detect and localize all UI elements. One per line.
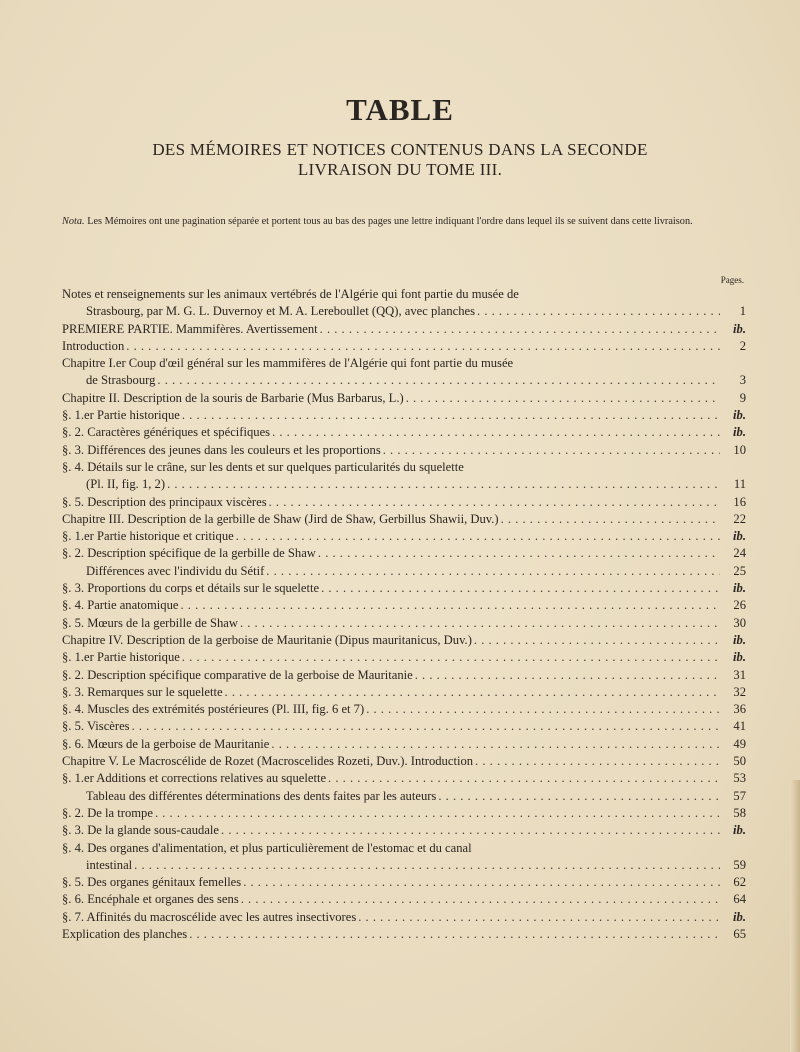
toc-page: ib. bbox=[733, 425, 746, 440]
toc-entry: Chapitre IV. Description de la gerboise de Mauritanie (Dipus mauritanicus, Duv.) . . . ib. bbox=[62, 632, 746, 649]
toc-entry: Chapitre I.er Coup d'œil général sur les mammifères de l'Algérie qui font partie du musée bbox=[62, 356, 514, 371]
toc-entry: §. 3. Remarques sur le squelette . . . 32 bbox=[62, 684, 746, 701]
toc-page: ib. bbox=[733, 650, 746, 665]
toc-page: 57 bbox=[733, 788, 746, 803]
toc-page: 3 bbox=[739, 373, 746, 388]
toc-page: 58 bbox=[733, 805, 746, 820]
toc-entry: Chapitre III. Description de la gerbille de Shaw (Jird de Shaw, Gerbillus Shawii, Duv.) . . . 22 bbox=[62, 511, 746, 528]
toc-entry: §. 6. Encéphale et organes des sens . . . 64 bbox=[62, 891, 746, 908]
toc-page: ib. bbox=[733, 321, 746, 336]
toc-entry: §. 1.er Additions et corrections relatives au squelette . . . 53 bbox=[62, 770, 746, 787]
toc-page: 11 bbox=[733, 477, 746, 492]
toc-entry: §. 7. Affinités du macroscélide avec les autres insectivores . . . ib. bbox=[62, 909, 746, 926]
toc-entry: Différences avec l'individu du Sétif . . . 25 bbox=[62, 563, 746, 580]
toc-page: 25 bbox=[733, 563, 746, 578]
toc-page: 1 bbox=[739, 304, 746, 319]
toc-entry: Chapitre II. Description de la souris de Barbarie (Mus Barbarus, L.) . . . 9 bbox=[62, 390, 746, 407]
toc-page: 24 bbox=[733, 546, 746, 561]
toc-page: 32 bbox=[733, 684, 746, 699]
toc-page: ib. bbox=[733, 408, 746, 423]
page-subtitle bbox=[0, 140, 800, 180]
toc-entry: §. 3. Proportions du corps et détails sur le squelette . . . ib. bbox=[62, 580, 746, 597]
toc-page: 22 bbox=[733, 511, 746, 526]
toc-entry: §. 4. Muscles des extrémités postérieures (Pl. III, fig. 6 et 7) . . . 36 bbox=[62, 701, 746, 718]
toc-entry: §. 5. Description des principaux viscères . . . 16 bbox=[62, 494, 746, 511]
toc-page: ib. bbox=[733, 823, 746, 838]
toc-page: 62 bbox=[733, 875, 746, 890]
toc-page: ib. bbox=[733, 529, 746, 544]
toc-entry: §. 1.er Partie historique . . . ib. bbox=[62, 407, 746, 424]
toc-entry: §. 3. De la glande sous-caudale . . . ib. bbox=[62, 822, 746, 839]
toc-entry: de Strasbourg . . . 3 bbox=[62, 372, 746, 389]
toc-entry: §. 2. Description spécifique de la gerbille de Shaw . . . 24 bbox=[62, 545, 746, 562]
toc-page: 64 bbox=[733, 892, 746, 907]
table-of-contents bbox=[62, 286, 746, 943]
toc-entry: Tableau des différentes déterminations des dents faites par les auteurs . . . 57 bbox=[62, 788, 746, 805]
nota-label: Nota. bbox=[62, 216, 85, 227]
toc-page: 10 bbox=[733, 442, 746, 457]
toc-entry: intestinal . . . 59 bbox=[62, 857, 746, 874]
toc-entry: (Pl. II, fig. 1, 2) . . . 11 bbox=[62, 476, 746, 493]
toc-page: 53 bbox=[733, 771, 746, 786]
toc-page: ib. bbox=[733, 632, 746, 647]
toc-entry: §. 4. Des organes d'alimentation, et plus particulièrement de l'estomac et du canal bbox=[62, 840, 472, 855]
toc-entry: Strasbourg, par M. G. L. Duvernoy et M. A. Lereboullet (QQ), avec planches . . . 1 bbox=[62, 303, 746, 320]
pages-column-header: Pages. bbox=[720, 275, 744, 285]
toc-entry: Explication des planches . . . 65 bbox=[62, 926, 746, 943]
toc-entry: §. 4. Détails sur le crâne, sur les dents et sur quelques particularités du squelette bbox=[62, 459, 464, 474]
toc-page: 2 bbox=[739, 338, 746, 353]
toc-entry: PREMIERE PARTIE. Mammifères. Avertissement . . . ib. bbox=[62, 321, 746, 338]
toc-page: 50 bbox=[733, 754, 746, 769]
toc-entry: §. 2. Caractères génériques et spécifiques . . . ib. bbox=[62, 424, 746, 441]
nota-text: Les Mémoires ont une pagination séparée et portent tous au bas des pages une lettre indiquant l'ordre dans lequel ils se suivent dans cette livraison. bbox=[87, 216, 693, 227]
toc-entry: Chapitre V. Le Macroscélide de Rozet (Macroscelides Rozeti, Duv.). Introduction . . . 50 bbox=[62, 753, 746, 770]
toc-entry: §. 2. De la trompe . . . 58 bbox=[62, 805, 746, 822]
toc-entry: §. 5. Mœurs de la gerbille de Shaw . . . 30 bbox=[62, 615, 746, 632]
toc-page: 41 bbox=[733, 719, 746, 734]
toc-entry: §. 5. Viscères . . . 41 bbox=[62, 718, 746, 735]
toc-entry: §. 1.er Partie historique et critique . . . ib. bbox=[62, 528, 746, 545]
toc-page: 36 bbox=[733, 702, 746, 717]
toc-page: 26 bbox=[733, 598, 746, 613]
toc-page: 31 bbox=[733, 667, 746, 682]
toc-entry: Notes et renseignements sur les animaux vertébrés de l'Algérie qui font partie du musée de bbox=[62, 287, 519, 301]
toc-entry: Introduction . . . 2 bbox=[62, 338, 746, 355]
page-title: TABLE bbox=[346, 92, 454, 127]
toc-page: 65 bbox=[733, 926, 746, 941]
toc-page: 30 bbox=[733, 615, 746, 630]
toc-entry: §. 1.er Partie historique . . . ib. bbox=[62, 649, 746, 666]
toc-entry: §. 6. Mœurs de la gerboise de Mauritanie . . . 49 bbox=[62, 736, 746, 753]
page-edge-shadow bbox=[790, 780, 800, 1052]
toc-page: ib. bbox=[733, 909, 746, 924]
toc-page: 49 bbox=[733, 736, 746, 751]
nota-paragraph bbox=[62, 215, 742, 229]
subtitle-line-1: DES MÉMOIRES ET NOTICES CONTENUS DANS LA SECONDE bbox=[152, 140, 648, 159]
toc-page: 16 bbox=[733, 494, 746, 509]
toc-entry: §. 3. Différences des jeunes dans les couleurs et les proportions . . . 10 bbox=[62, 442, 746, 459]
toc-entry: §. 5. Des organes génitaux femelles . . . 62 bbox=[62, 874, 746, 891]
toc-page: 59 bbox=[733, 857, 746, 872]
toc-page: ib. bbox=[733, 581, 746, 596]
toc-entry: §. 4. Partie anatomique . . . 26 bbox=[62, 597, 746, 614]
toc-entry: §. 2. Description spécifique comparative de la gerboise de Mauritanie . . . 31 bbox=[62, 667, 746, 684]
subtitle-line-2: LIVRAISON DU TOME III. bbox=[297, 160, 503, 179]
toc-page: 9 bbox=[739, 390, 746, 405]
